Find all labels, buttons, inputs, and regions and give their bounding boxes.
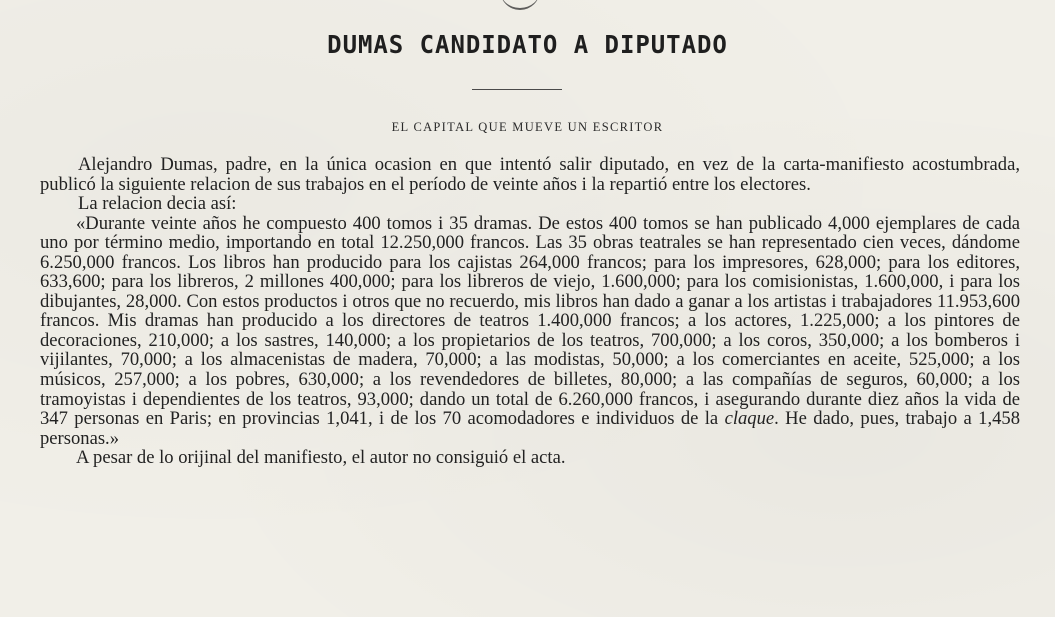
article-subtitle: EL CAPITAL QUE MUEVE UN ESCRITOR: [391, 120, 664, 134]
quote-italic-word: claque: [724, 408, 775, 430]
intro-paragraph: Alejandro Dumas, padre, en la única ocasion en que intentó salir diputado, en vez de la carta-manifiesto acostumbrada, publicó la siguiente relacion de sus trabajos en el período de veinte años i la repartió entre los electores.: [40, 154, 1020, 195]
title-divider: [472, 89, 562, 90]
relation-intro-paragraph: La relacion decia así:: [78, 193, 237, 215]
decorative-ornament: [500, 0, 540, 10]
quote-paragraph: [40, 214, 1020, 449]
article-title: DUMAS CANDIDATO A DIPUTADO: [327, 30, 728, 59]
closing-paragraph: A pesar de lo orijinal del manifiesto, el autor no consiguió el acta.: [76, 447, 566, 469]
article-body: [40, 155, 1020, 468]
quote-text-end: . He dado, pues, trabajo a 1,458 personas.»: [40, 408, 1020, 449]
quote-text: «Durante veinte años he compuesto 400 tomos i 35 dramas. De estos 400 tomos se han publicado 4,000 ejemplares de cada uno por término medio, importando en total 12.250,000 francos. Las 35 obras teatrales se han representado cien veces, dándome 6.250,000 francos. Los libros han producido para los cajistas 264,000 francos; para los impresores, 628,000; para los editores, 633,600; para los libreros, 2 millones 400,000; para los libreros de viejo, 1.600,000; para los comisionistas, 1.600,000, i para los dibujantes, 28,000. Con estos productos i otros que no recuerdo, mis libros han dado a ganar a los artistas i trabajadores 11.953,600 francos. Mis dramas han producido a los directores de teatros 1.400,000 francos; a los actores, 1.225,000; a los pintores de decoraciones, 210,000; a los sastres, 140,000; a los propietarios de los teatros, 700,000; a los coros, 350,000; a los bomberos i vijilantes, 70,000; a los almacenistas de madera, 70,000; a las modistas, 50,000; a los comerciantes en aceite, 525,000; a los músicos, 257,000; a los pobres, 630,000; a los revendedores de billetes, 80,000; a las compañías de seguros, 60,000; a los tramoyistas i dependientes de los teatros, 93,000; dando un total de 6.260,000 francos, i asegurando durante diez años la vida de 347 personas en Paris; en provincias 1,041, i de los 70 acomodadores e individuos de la: [40, 212, 1020, 430]
